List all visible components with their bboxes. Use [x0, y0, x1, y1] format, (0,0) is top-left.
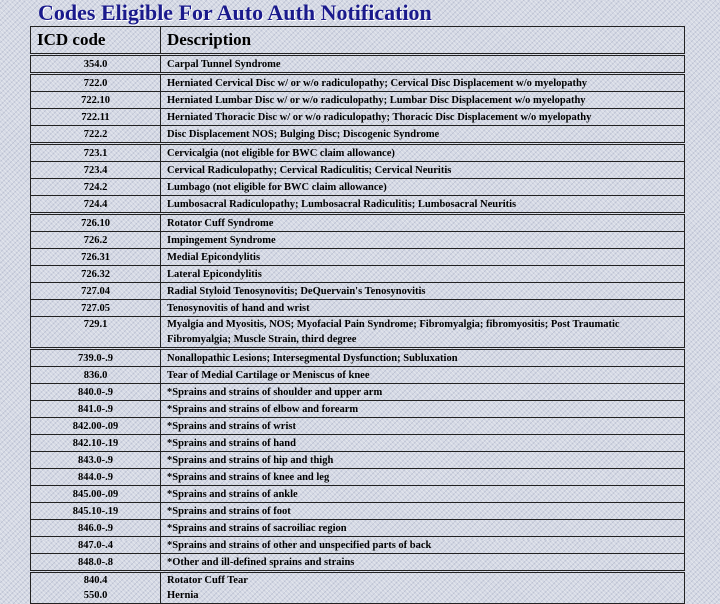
icd-code-cell: 722.2 — [31, 126, 161, 144]
icd-code-cell: 842.00-.09 — [31, 418, 161, 435]
description-cell: *Sprains and strains of wrist — [161, 418, 685, 435]
description-cell: Nonallopathic Lesions; Intersegmental Dysfunction; Subluxation — [161, 349, 685, 367]
description-cell: *Sprains and strains of hip and thigh — [161, 452, 685, 469]
description-cell: Herniated Lumbar Disc w/ or w/o radiculopathy; Lumbar Disc Displacement w/o myelopathy — [161, 92, 685, 109]
table-row — [31, 349, 685, 367]
description-cell: Tear of Medial Cartilage or Meniscus of knee — [161, 367, 685, 384]
icd-code-cell: 722.11 — [31, 109, 161, 126]
icd-code-cell: 845.00-.09 — [31, 486, 161, 503]
description-cell: Medial Epicondylitis — [161, 249, 685, 266]
icd-code-cell: 848.0-.8 — [31, 554, 161, 572]
description-cell: *Sprains and strains of foot — [161, 503, 685, 520]
description-cell: *Sprains and strains of shoulder and upper arm — [161, 384, 685, 401]
table-row — [31, 537, 685, 554]
table-row — [31, 283, 685, 300]
description-cell: *Sprains and strains of other and unspecified parts of back — [161, 537, 685, 554]
table-row — [31, 452, 685, 469]
table-row — [31, 317, 685, 349]
table-row — [31, 435, 685, 452]
icd-code-cell: 726.32 — [31, 266, 161, 283]
column-header-icd-code: ICD code — [31, 27, 161, 55]
table-row — [31, 486, 685, 503]
icd-code-cell: 845.10-.19 — [31, 503, 161, 520]
icd-code-cell: 846.0-.9 — [31, 520, 161, 537]
description-cell: Cervical Radiculopathy; Cervical Radiculitis; Cervical Neuritis — [161, 162, 685, 179]
icd-code-table-container — [30, 26, 684, 604]
description-cell: Cervicalgia (not eligible for BWC claim allowance) — [161, 144, 685, 162]
table-header-row — [31, 27, 685, 55]
description-cell: Herniated Cervical Disc w/ or w/o radiculopathy; Cervical Disc Displacement w/o myelopathy — [161, 74, 685, 92]
description-cell: Lumbosacral Radiculopathy; Lumbosacral Radiculitis; Lumbosacral Neuritis — [161, 196, 685, 214]
description-cell: *Sprains and strains of hand — [161, 435, 685, 452]
table-row — [31, 196, 685, 214]
description-cell: *Sprains and strains of sacroiliac region — [161, 520, 685, 537]
table-row — [31, 572, 685, 604]
icd-code-cell: 840.0-.9 — [31, 384, 161, 401]
table-row — [31, 554, 685, 572]
description-cell: Radial Styloid Tenosynovitis; DeQuervain's Tenosynovitis — [161, 283, 685, 300]
icd-code-cell: 847.0-.4 — [31, 537, 161, 554]
description-cell: Disc Displacement NOS; Bulging Disc; Discogenic Syndrome — [161, 126, 685, 144]
description-cell: Lumbago (not eligible for BWC claim allowance) — [161, 179, 685, 196]
table-row — [31, 249, 685, 266]
description-cell: Lateral Epicondylitis — [161, 266, 685, 283]
table-row — [31, 469, 685, 486]
table-row — [31, 214, 685, 232]
description-cell: Tenosynovitis of hand and wrist — [161, 300, 685, 317]
icd-code-cell: 724.4 — [31, 196, 161, 214]
table-row — [31, 503, 685, 520]
icd-code-cell — [31, 572, 161, 604]
table-row — [31, 109, 685, 126]
icd-code-cell: 722.10 — [31, 92, 161, 109]
icd-code-line: 550.0 — [83, 590, 108, 601]
table-row — [31, 300, 685, 317]
description-line: Rotator Cuff Tear — [167, 575, 248, 586]
table-row — [31, 266, 685, 283]
description-cell: Carpal Tunnel Syndrome — [161, 55, 685, 74]
column-header-description: Description — [161, 27, 685, 55]
description-cell: Rotator Cuff Syndrome — [161, 214, 685, 232]
icd-code-line: 840.4 — [83, 575, 108, 586]
table-row — [31, 384, 685, 401]
table-row — [31, 55, 685, 74]
description-cell: *Sprains and strains of elbow and forearm — [161, 401, 685, 418]
icd-code-cell: 723.1 — [31, 144, 161, 162]
table-row — [31, 520, 685, 537]
icd-code-cell: 726.2 — [31, 232, 161, 249]
description-cell: Myalgia and Myositis, NOS; Myofacial Pain Syndrome; Fibromyalgia; fibromyositis; Post Traumatic Fibromyalgia; Muscle Strain, third degree — [161, 317, 685, 349]
table-row — [31, 92, 685, 109]
table-row — [31, 126, 685, 144]
icd-code-cell: 726.10 — [31, 214, 161, 232]
table-row — [31, 74, 685, 92]
icd-code-cell: 844.0-.9 — [31, 469, 161, 486]
icd-code-cell: 724.2 — [31, 179, 161, 196]
icd-code-cell: 726.31 — [31, 249, 161, 266]
icd-code-cell: 739.0-.9 — [31, 349, 161, 367]
icd-code-cell: 722.0 — [31, 74, 161, 92]
table-row — [31, 179, 685, 196]
description-cell: *Sprains and strains of ankle — [161, 486, 685, 503]
icd-code-table — [30, 26, 685, 604]
description-cell: *Other and ill-defined sprains and strains — [161, 554, 685, 572]
icd-code-cell: 843.0-.9 — [31, 452, 161, 469]
icd-code-cell: 841.0-.9 — [31, 401, 161, 418]
table-row — [31, 144, 685, 162]
icd-code-cell: 727.05 — [31, 300, 161, 317]
description-cell: Impingement Syndrome — [161, 232, 685, 249]
description-cell: Herniated Thoracic Disc w/ or w/o radiculopathy; Thoracic Disc Displacement w/o myelopathy — [161, 109, 685, 126]
description-line: Hernia — [167, 590, 199, 601]
table-row — [31, 418, 685, 435]
icd-code-cell: 836.0 — [31, 367, 161, 384]
description-cell — [161, 572, 685, 604]
icd-code-cell: 354.0 — [31, 55, 161, 74]
table-row — [31, 401, 685, 418]
icd-code-cell: 727.04 — [31, 283, 161, 300]
table-row — [31, 162, 685, 179]
page-title: Codes Eligible For Auto Auth Notification — [38, 0, 432, 25]
table-row — [31, 232, 685, 249]
description-cell: *Sprains and strains of knee and leg — [161, 469, 685, 486]
icd-code-cell: 729.1 — [31, 317, 161, 349]
icd-code-cell: 723.4 — [31, 162, 161, 179]
table-row — [31, 367, 685, 384]
icd-code-cell: 842.10-.19 — [31, 435, 161, 452]
